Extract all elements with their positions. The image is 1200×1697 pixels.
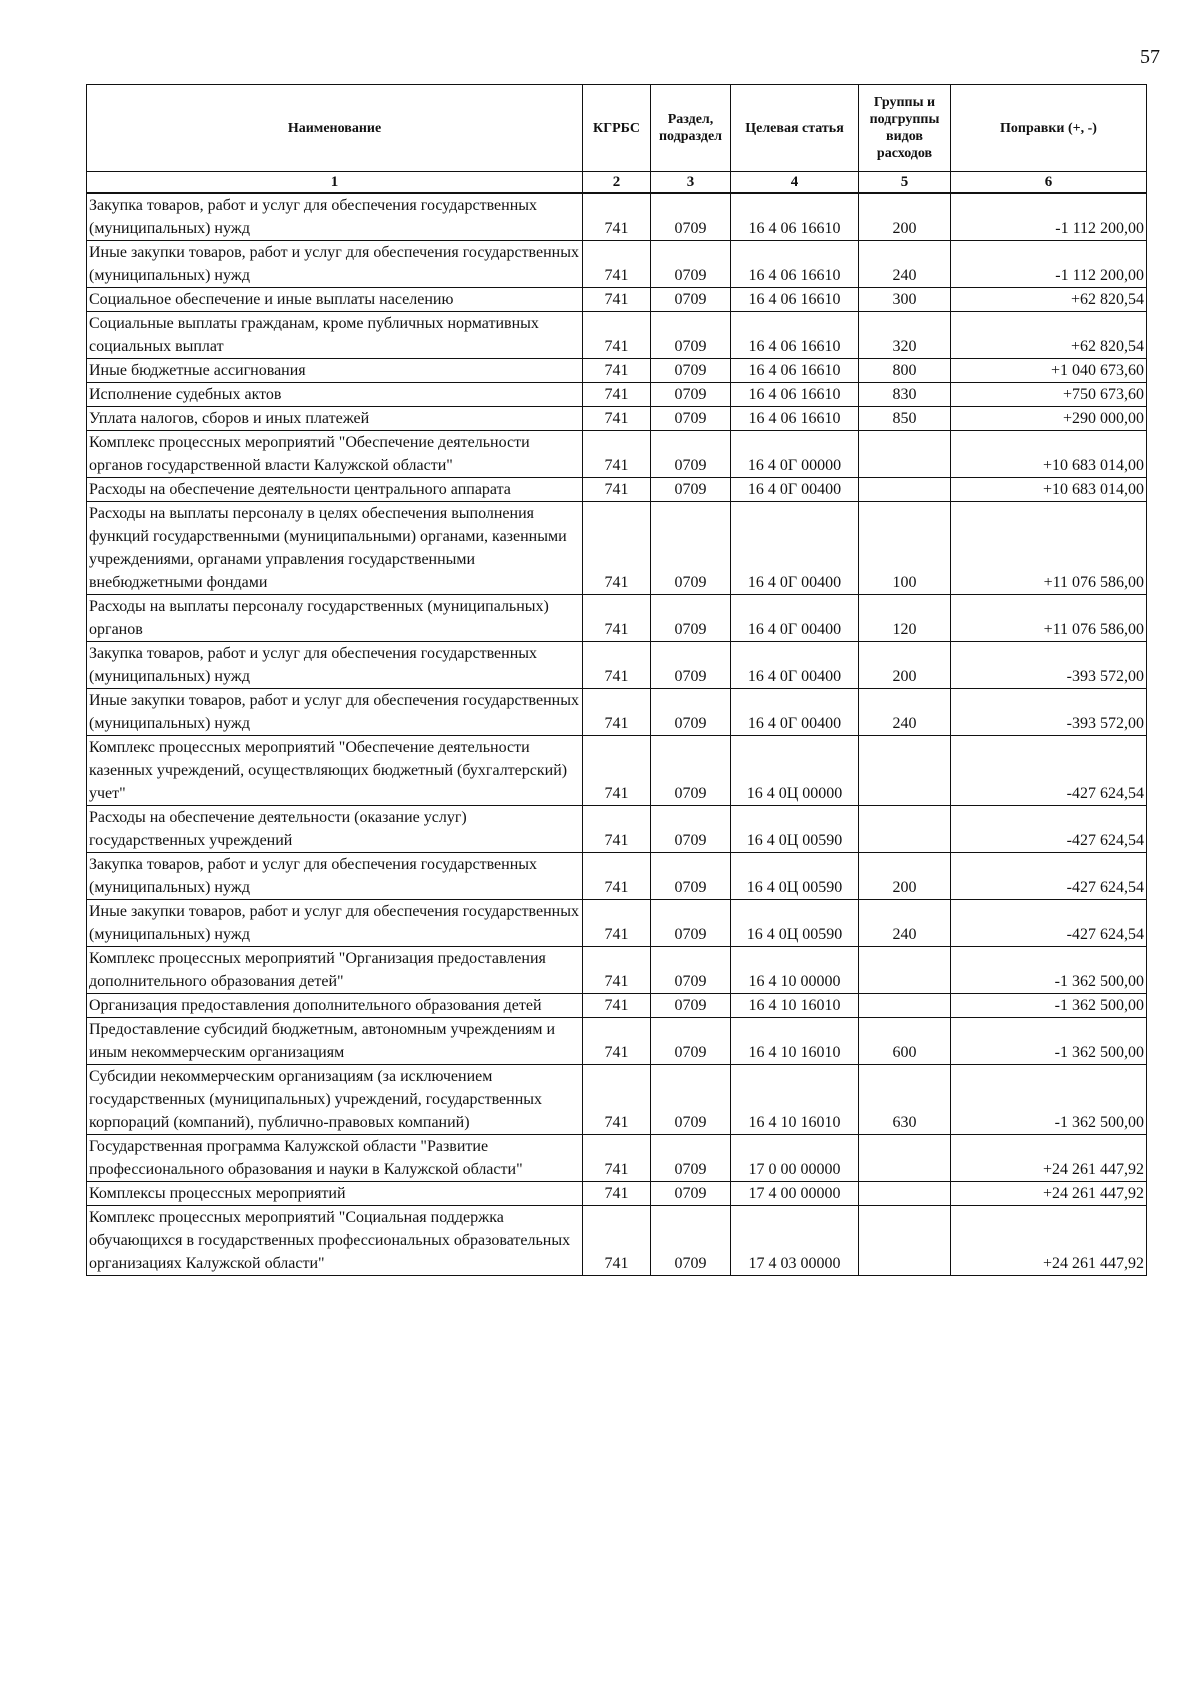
table-row: [87, 947, 1147, 994]
row-kgrbs: 741: [583, 1206, 651, 1276]
column-number: 3: [651, 172, 731, 194]
table-row: [87, 502, 1147, 595]
row-amendment-amount: +62 820,54: [951, 312, 1147, 359]
row-expense-group: [859, 1182, 951, 1206]
row-kgrbs: 741: [583, 241, 651, 288]
table-row: [87, 1182, 1147, 1206]
row-expense-group: [859, 947, 951, 994]
row-expense-group: [859, 1135, 951, 1182]
row-amendment-amount: -427 624,54: [951, 806, 1147, 853]
row-expense-group: 320: [859, 312, 951, 359]
page-number: 57: [1140, 46, 1160, 68]
row-kgrbs: 741: [583, 853, 651, 900]
row-target-article: 16 4 10 16010: [731, 1065, 859, 1135]
row-razdel: 0709: [651, 853, 731, 900]
table-row: [87, 853, 1147, 900]
row-name: Комплекс процессных мероприятий "Социальная поддержка обучающихся в государственных профессиональных образовательных организациях Калужской области": [87, 1206, 583, 1276]
row-kgrbs: 741: [583, 502, 651, 595]
row-expense-group: 800: [859, 359, 951, 383]
row-amendment-amount: +24 261 447,92: [951, 1206, 1147, 1276]
table-row: [87, 994, 1147, 1018]
row-kgrbs: 741: [583, 642, 651, 689]
row-target-article: 17 0 00 00000: [731, 1135, 859, 1182]
table-row: [87, 407, 1147, 431]
table-row: [87, 312, 1147, 359]
row-name: Социальное обеспечение и иные выплаты населению: [87, 288, 583, 312]
row-expense-group: [859, 431, 951, 478]
row-target-article: 16 4 0Г 00400: [731, 478, 859, 502]
row-razdel: 0709: [651, 502, 731, 595]
row-amendment-amount: -1 362 500,00: [951, 994, 1147, 1018]
row-name: Иные закупки товаров, работ и услуг для обеспечения государственных (муниципальных) нужд: [87, 900, 583, 947]
row-name: Государственная программа Калужской области "Развитие профессионального образования и науки в Калужской области": [87, 1135, 583, 1182]
row-amendment-amount: -1 112 200,00: [951, 193, 1147, 241]
row-razdel: 0709: [651, 312, 731, 359]
row-amendment-amount: -1 112 200,00: [951, 241, 1147, 288]
row-name: Социальные выплаты гражданам, кроме публичных нормативных социальных выплат: [87, 312, 583, 359]
row-razdel: 0709: [651, 1206, 731, 1276]
header-expense-group: Группы и подгруппы видов расходов: [859, 85, 951, 172]
row-amendment-amount: +10 683 014,00: [951, 478, 1147, 502]
row-expense-group: [859, 806, 951, 853]
row-name: Иные закупки товаров, работ и услуг для обеспечения государственных (муниципальных) нужд: [87, 241, 583, 288]
row-amendment-amount: -393 572,00: [951, 689, 1147, 736]
row-amendment-amount: -1 362 500,00: [951, 1018, 1147, 1065]
table-row: [87, 1135, 1147, 1182]
row-target-article: 16 4 0Г 00000: [731, 431, 859, 478]
row-kgrbs: 741: [583, 359, 651, 383]
row-expense-group: 240: [859, 900, 951, 947]
row-razdel: 0709: [651, 994, 731, 1018]
row-kgrbs: 741: [583, 1135, 651, 1182]
row-amendment-amount: -393 572,00: [951, 642, 1147, 689]
table-row: [87, 431, 1147, 478]
row-kgrbs: 741: [583, 407, 651, 431]
row-kgrbs: 741: [583, 312, 651, 359]
row-name: Закупка товаров, работ и услуг для обеспечения государственных (муниципальных) нужд: [87, 642, 583, 689]
row-razdel: 0709: [651, 359, 731, 383]
row-target-article: 16 4 06 16610: [731, 288, 859, 312]
row-amendment-amount: -427 624,54: [951, 736, 1147, 806]
row-target-article: 16 4 0Ц 00590: [731, 900, 859, 947]
row-kgrbs: 741: [583, 1065, 651, 1135]
row-expense-group: 200: [859, 853, 951, 900]
row-kgrbs: 741: [583, 947, 651, 994]
row-amendment-amount: +24 261 447,92: [951, 1135, 1147, 1182]
row-razdel: 0709: [651, 1018, 731, 1065]
row-kgrbs: 741: [583, 736, 651, 806]
row-kgrbs: 741: [583, 595, 651, 642]
row-amendment-amount: -1 362 500,00: [951, 1065, 1147, 1135]
row-name: Предоставление субсидий бюджетным, автономным учреждениям и иным некоммерческим организациям: [87, 1018, 583, 1065]
row-target-article: 16 4 10 16010: [731, 1018, 859, 1065]
row-razdel: 0709: [651, 900, 731, 947]
column-number: 2: [583, 172, 651, 194]
column-number: 1: [87, 172, 583, 194]
row-kgrbs: 741: [583, 383, 651, 407]
table-row: [87, 193, 1147, 241]
row-kgrbs: 741: [583, 478, 651, 502]
row-kgrbs: 741: [583, 431, 651, 478]
row-target-article: 16 4 0Г 00400: [731, 595, 859, 642]
row-target-article: 16 4 06 16610: [731, 383, 859, 407]
row-amendment-amount: +11 076 586,00: [951, 502, 1147, 595]
row-name: Уплата налогов, сборов и иных платежей: [87, 407, 583, 431]
row-amendment-amount: -427 624,54: [951, 853, 1147, 900]
row-amendment-amount: +1 040 673,60: [951, 359, 1147, 383]
row-target-article: 16 4 06 16610: [731, 193, 859, 241]
row-target-article: 16 4 06 16610: [731, 407, 859, 431]
row-amendment-amount: +750 673,60: [951, 383, 1147, 407]
row-name: Комплекс процессных мероприятий "Обеспечение деятельности органов государственной власти Калужской области": [87, 431, 583, 478]
row-razdel: 0709: [651, 407, 731, 431]
table-row: [87, 288, 1147, 312]
row-target-article: 16 4 0Ц 00590: [731, 806, 859, 853]
budget-table: [86, 84, 1147, 1276]
row-name: Расходы на обеспечение деятельности (оказание услуг) государственных учреждений: [87, 806, 583, 853]
row-razdel: 0709: [651, 431, 731, 478]
row-expense-group: 240: [859, 241, 951, 288]
row-target-article: 16 4 0Г 00400: [731, 689, 859, 736]
row-razdel: 0709: [651, 288, 731, 312]
row-razdel: 0709: [651, 736, 731, 806]
table-row: [87, 736, 1147, 806]
row-name: Комплекс процессных мероприятий "Обеспечение деятельности казенных учреждений, осуществляющих бюджетный (бухгалтерский) учет": [87, 736, 583, 806]
row-target-article: 17 4 00 00000: [731, 1182, 859, 1206]
row-target-article: 17 4 03 00000: [731, 1206, 859, 1276]
row-razdel: 0709: [651, 1182, 731, 1206]
column-numbers-row: [87, 172, 1147, 194]
row-kgrbs: 741: [583, 994, 651, 1018]
row-target-article: 16 4 0Ц 00590: [731, 853, 859, 900]
row-target-article: 16 4 10 16010: [731, 994, 859, 1018]
header-row: [87, 85, 1147, 172]
column-number: 4: [731, 172, 859, 194]
row-expense-group: 240: [859, 689, 951, 736]
row-expense-group: [859, 1206, 951, 1276]
row-amendment-amount: +24 261 447,92: [951, 1182, 1147, 1206]
row-expense-group: [859, 994, 951, 1018]
row-kgrbs: 741: [583, 1018, 651, 1065]
row-target-article: 16 4 0Ц 00000: [731, 736, 859, 806]
header-kgrbs: КГРБС: [583, 85, 651, 172]
row-razdel: 0709: [651, 241, 731, 288]
row-name: Организация предоставления дополнительного образования детей: [87, 994, 583, 1018]
header-razdel: Раздел, подраздел: [651, 85, 731, 172]
row-target-article: 16 4 06 16610: [731, 359, 859, 383]
row-expense-group: [859, 478, 951, 502]
row-amendment-amount: +10 683 014,00: [951, 431, 1147, 478]
row-target-article: 16 4 0Г 00400: [731, 502, 859, 595]
table-row: [87, 241, 1147, 288]
row-amendment-amount: +290 000,00: [951, 407, 1147, 431]
row-target-article: 16 4 06 16610: [731, 241, 859, 288]
row-razdel: 0709: [651, 193, 731, 241]
row-name: Расходы на выплаты персоналу в целях обеспечения выполнения функций государственными (муниципальными) органами, казенными учреждениями, органами управления государственными внебюджетными фондами: [87, 502, 583, 595]
header-amendments: Поправки (+, -): [951, 85, 1147, 172]
row-name: Расходы на обеспечение деятельности центрального аппарата: [87, 478, 583, 502]
table-row: [87, 689, 1147, 736]
row-name: Закупка товаров, работ и услуг для обеспечения государственных (муниципальных) нужд: [87, 193, 583, 241]
row-kgrbs: 741: [583, 900, 651, 947]
row-expense-group: 830: [859, 383, 951, 407]
header-target-article: Целевая статья: [731, 85, 859, 172]
table-row: [87, 359, 1147, 383]
row-razdel: 0709: [651, 478, 731, 502]
row-expense-group: 120: [859, 595, 951, 642]
row-name: Расходы на выплаты персоналу государственных (муниципальных) органов: [87, 595, 583, 642]
table-body: [87, 193, 1147, 1276]
table-row: [87, 1206, 1147, 1276]
row-expense-group: 850: [859, 407, 951, 431]
row-expense-group: 630: [859, 1065, 951, 1135]
table-row: [87, 806, 1147, 853]
row-amendment-amount: -1 362 500,00: [951, 947, 1147, 994]
row-razdel: 0709: [651, 947, 731, 994]
row-razdel: 0709: [651, 1065, 731, 1135]
column-number: 6: [951, 172, 1147, 194]
row-name: Исполнение судебных актов: [87, 383, 583, 407]
row-razdel: 0709: [651, 1135, 731, 1182]
table-row: [87, 383, 1147, 407]
table-row: [87, 478, 1147, 502]
table-row: [87, 900, 1147, 947]
table-row: [87, 642, 1147, 689]
header-name: Наименование: [87, 85, 583, 172]
row-kgrbs: 741: [583, 193, 651, 241]
row-amendment-amount: +62 820,54: [951, 288, 1147, 312]
row-target-article: 16 4 10 00000: [731, 947, 859, 994]
row-amendment-amount: -427 624,54: [951, 900, 1147, 947]
column-number: 5: [859, 172, 951, 194]
row-name: Комплекс процессных мероприятий "Организация предоставления дополнительного образования детей": [87, 947, 583, 994]
row-target-article: 16 4 06 16610: [731, 312, 859, 359]
row-name: Иные закупки товаров, работ и услуг для обеспечения государственных (муниципальных) нужд: [87, 689, 583, 736]
table-row: [87, 1065, 1147, 1135]
row-expense-group: [859, 736, 951, 806]
row-kgrbs: 741: [583, 806, 651, 853]
row-razdel: 0709: [651, 595, 731, 642]
row-target-article: 16 4 0Г 00400: [731, 642, 859, 689]
table-row: [87, 1018, 1147, 1065]
row-name: Иные бюджетные ассигнования: [87, 359, 583, 383]
row-expense-group: 100: [859, 502, 951, 595]
row-kgrbs: 741: [583, 1182, 651, 1206]
row-kgrbs: 741: [583, 288, 651, 312]
row-expense-group: 300: [859, 288, 951, 312]
table-row: [87, 595, 1147, 642]
row-expense-group: 200: [859, 193, 951, 241]
row-razdel: 0709: [651, 689, 731, 736]
row-name: Закупка товаров, работ и услуг для обеспечения государственных (муниципальных) нужд: [87, 853, 583, 900]
row-razdel: 0709: [651, 383, 731, 407]
row-razdel: 0709: [651, 642, 731, 689]
row-razdel: 0709: [651, 806, 731, 853]
row-expense-group: 600: [859, 1018, 951, 1065]
row-name: Субсидии некоммерческим организациям (за исключением государственных (муниципальных) учреждений, государственных корпораций (компаний), публично-правовых компаний): [87, 1065, 583, 1135]
row-amendment-amount: +11 076 586,00: [951, 595, 1147, 642]
row-name: Комплексы процессных мероприятий: [87, 1182, 583, 1206]
row-expense-group: 200: [859, 642, 951, 689]
row-kgrbs: 741: [583, 689, 651, 736]
